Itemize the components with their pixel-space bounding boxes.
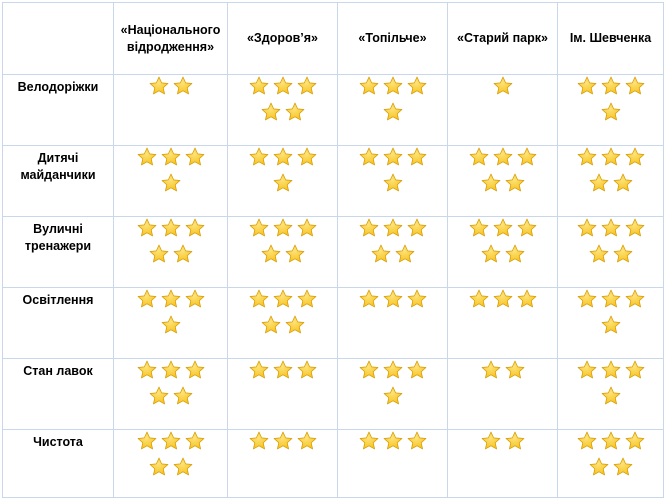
star-line [160,314,182,338]
star-line [588,243,634,267]
star-icon [406,75,428,97]
star-icon [516,146,538,168]
rating-cell [448,359,558,430]
star-icon [248,430,270,452]
star-icon [148,385,170,407]
star-rating [558,359,663,409]
star-icon [600,146,622,168]
star-icon [382,146,404,168]
star-line [358,217,428,241]
star-rating [114,430,227,480]
star-icon [624,359,646,381]
star-icon [480,172,502,194]
star-icon [492,217,514,239]
star-icon [624,430,646,452]
rating-cell [228,75,338,146]
star-line [600,385,622,409]
star-line [576,146,646,170]
rating-cell [448,75,558,146]
header-park-natsionalnoho: «Національного відродження» [114,3,228,75]
star-icon [406,217,428,239]
star-icon [272,288,294,310]
star-line [588,172,634,196]
star-rating [448,359,557,383]
star-icon [272,430,294,452]
rating-cell [114,146,228,217]
star-icon [394,243,416,265]
rating-cell [558,146,664,217]
rating-cell [558,430,664,498]
star-line [370,243,416,267]
star-icon [260,314,282,336]
star-icon [600,430,622,452]
star-icon [148,456,170,478]
header-park-shevchenka: Ім. Шевченка [558,3,664,75]
star-rating [338,288,447,312]
star-icon [272,172,294,194]
star-line [588,456,634,480]
star-icon [406,288,428,310]
table-row [3,359,664,430]
star-line [480,430,526,454]
star-icon [504,359,526,381]
rating-cell [558,75,664,146]
star-rating [228,359,337,383]
star-line [576,217,646,241]
star-icon [184,359,206,381]
row-label: Велодоріжки [3,75,114,146]
star-line [358,288,428,312]
star-line [576,75,646,99]
star-icon [516,217,538,239]
table-row [3,288,664,359]
star-icon [492,75,514,97]
star-rating [228,75,337,125]
table-row [3,430,664,498]
star-line [358,430,428,454]
rating-cell [228,359,338,430]
rating-cell [448,288,558,359]
star-line [248,217,318,241]
star-icon [184,288,206,310]
star-rating [558,217,663,267]
star-icon [284,314,306,336]
star-icon [624,288,646,310]
star-line [248,288,318,312]
star-icon [382,359,404,381]
star-rating [338,75,447,125]
star-icon [406,146,428,168]
star-icon [296,430,318,452]
star-line [358,359,428,383]
header-park-staryi: «Старий парк» [448,3,558,75]
star-icon [576,146,598,168]
star-icon [468,146,490,168]
star-icon [272,217,294,239]
star-icon [504,430,526,452]
star-rating [228,146,337,196]
star-line [148,456,194,480]
star-icon [172,243,194,265]
star-line [382,172,404,196]
star-icon [504,172,526,194]
star-line [480,172,526,196]
star-icon [136,359,158,381]
star-rating [228,288,337,338]
star-line [136,146,206,170]
star-icon [272,146,294,168]
rating-cell [114,359,228,430]
star-line [468,288,538,312]
star-icon [382,101,404,123]
star-icon [358,359,380,381]
row-label: Вуличні тренажери [3,217,114,288]
header-row [3,3,664,75]
star-icon [370,243,392,265]
star-icon [588,172,610,194]
rating-cell [338,288,448,359]
rating-cell [558,359,664,430]
star-line [248,146,318,170]
star-icon [600,314,622,336]
rating-cell [114,217,228,288]
star-line [260,314,306,338]
star-icon [492,288,514,310]
header-park-topilche: «Топільче» [338,3,448,75]
star-icon [148,75,170,97]
star-line [136,288,206,312]
star-icon [160,172,182,194]
star-icon [284,101,306,123]
star-line [468,146,538,170]
star-icon [480,243,502,265]
row-label: Дитячі майданчики [3,146,114,217]
star-icon [248,75,270,97]
star-icon [480,430,502,452]
star-icon [406,359,428,381]
star-icon [382,288,404,310]
star-icon [600,101,622,123]
star-icon [148,243,170,265]
star-rating [448,217,557,267]
star-rating [338,217,447,267]
star-icon [136,288,158,310]
star-rating [338,359,447,409]
star-rating [558,146,663,196]
star-icon [184,430,206,452]
star-icon [612,172,634,194]
rating-cell [114,75,228,146]
star-icon [358,288,380,310]
star-icon [358,146,380,168]
star-line [358,146,428,170]
rating-cell [338,75,448,146]
rating-cell [114,288,228,359]
star-line [260,101,306,125]
star-icon [272,75,294,97]
rating-cell [338,359,448,430]
star-icon [576,217,598,239]
star-line [148,385,194,409]
star-line [248,75,318,99]
star-rating [338,430,447,454]
star-icon [160,217,182,239]
star-rating [114,217,227,267]
star-icon [382,75,404,97]
star-icon [576,75,598,97]
header-corner [3,3,114,75]
star-icon [624,217,646,239]
table-row [3,146,664,217]
star-rating [114,75,227,99]
star-icon [624,146,646,168]
star-icon [600,359,622,381]
star-icon [504,243,526,265]
table-row [3,217,664,288]
star-line [272,172,294,196]
star-icon [296,359,318,381]
star-line [148,75,194,99]
star-line [492,75,514,99]
star-icon [612,456,634,478]
rating-cell [338,217,448,288]
star-rating [448,288,557,312]
star-icon [184,217,206,239]
star-icon [612,243,634,265]
star-icon [160,314,182,336]
rating-cell [338,430,448,498]
star-icon [260,243,282,265]
star-line [136,359,206,383]
star-rating [114,146,227,196]
star-rating [448,146,557,196]
star-line [160,172,182,196]
star-rating [558,288,663,338]
star-icon [382,430,404,452]
star-rating [558,75,663,125]
star-line [248,359,318,383]
star-icon [382,385,404,407]
star-icon [172,456,194,478]
star-icon [576,359,598,381]
star-line [600,101,622,125]
star-icon [136,217,158,239]
star-icon [468,288,490,310]
star-icon [248,359,270,381]
star-icon [480,359,502,381]
star-icon [600,288,622,310]
header-park-zdorovia: «Здоров’я» [228,3,338,75]
star-icon [296,288,318,310]
star-icon [576,288,598,310]
star-icon [382,172,404,194]
star-line [136,217,206,241]
star-icon [248,146,270,168]
star-icon [296,75,318,97]
star-icon [296,146,318,168]
star-line [480,243,526,267]
star-rating [228,217,337,267]
rating-cell [114,430,228,498]
star-line [136,430,206,454]
rating-cell [448,146,558,217]
row-label: Освітлення [3,288,114,359]
star-rating [448,75,557,99]
star-line [358,75,428,99]
star-line [576,288,646,312]
star-line [148,243,194,267]
star-icon [358,217,380,239]
row-label: Чистота [3,430,114,498]
star-line [600,314,622,338]
star-icon [358,75,380,97]
star-icon [588,456,610,478]
star-line [576,430,646,454]
star-line [382,101,404,125]
star-icon [136,430,158,452]
star-line [480,359,526,383]
star-icon [136,146,158,168]
rating-cell [448,430,558,498]
star-icon [600,75,622,97]
star-line [468,217,538,241]
rating-cell [338,146,448,217]
star-icon [160,146,182,168]
star-line [248,430,318,454]
star-icon [382,217,404,239]
rating-cell [228,217,338,288]
star-rating [448,430,557,454]
star-icon [248,288,270,310]
star-icon [588,243,610,265]
star-icon [184,146,206,168]
parks-rating-table [2,2,664,498]
rating-cell [558,217,664,288]
star-icon [160,288,182,310]
star-icon [284,243,306,265]
star-icon [600,385,622,407]
star-rating [114,288,227,338]
star-line [382,385,404,409]
star-icon [406,430,428,452]
star-icon [272,359,294,381]
star-icon [576,430,598,452]
rating-cell [228,288,338,359]
star-icon [492,146,514,168]
star-icon [172,385,194,407]
star-rating [114,359,227,409]
table-row [3,75,664,146]
star-line [576,359,646,383]
star-icon [468,217,490,239]
star-icon [600,217,622,239]
star-icon [160,430,182,452]
rating-cell [448,217,558,288]
star-icon [172,75,194,97]
star-icon [516,288,538,310]
star-icon [160,359,182,381]
star-icon [358,430,380,452]
star-rating [558,430,663,480]
star-rating [338,146,447,196]
star-icon [248,217,270,239]
row-label: Стан лавок [3,359,114,430]
star-icon [624,75,646,97]
star-line [260,243,306,267]
star-icon [260,101,282,123]
rating-cell [558,288,664,359]
rating-cell [228,430,338,498]
star-icon [296,217,318,239]
rating-cell [228,146,338,217]
star-rating [228,430,337,454]
